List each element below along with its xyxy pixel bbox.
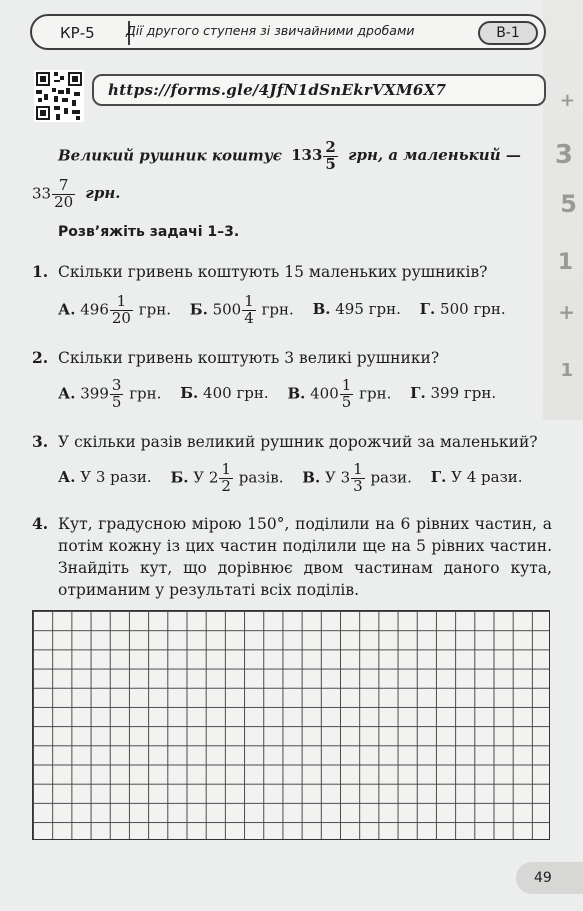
fraction-denominator: 2 bbox=[221, 476, 231, 495]
fraction-numerator: 1 bbox=[353, 460, 363, 478]
option-label: Б. bbox=[170, 468, 189, 487]
option-whole: 399 bbox=[80, 384, 109, 403]
question-3 bbox=[32, 432, 538, 451]
option-whole: У 2 bbox=[193, 468, 219, 487]
option-a[interactable] bbox=[58, 378, 161, 411]
option-fraction bbox=[351, 462, 365, 495]
option-text: У 4 рази. bbox=[451, 468, 523, 487]
small-price-fraction bbox=[52, 178, 75, 211]
question-text: Кут, градусною мірою 150°, поділили на 6 рівних частин, а потім кожну із цих частин поділили ще на 5 рівних частин. Знайдіть кут, що дорівнює двом частинам даного кута, отриманим у результаті всіх поділів. bbox=[58, 515, 552, 599]
intro-text-1: Великий рушник коштує bbox=[58, 146, 282, 165]
fraction-denominator: 3 bbox=[353, 476, 363, 495]
option-a[interactable] bbox=[58, 468, 152, 486]
option-label: Г. bbox=[419, 300, 436, 319]
option-text: 400 грн. bbox=[203, 384, 269, 403]
fraction-numerator: 7 bbox=[52, 178, 75, 195]
option-label: Б. bbox=[189, 300, 208, 319]
option-label: Г. bbox=[430, 468, 447, 487]
big-price-fraction bbox=[323, 140, 337, 173]
fraction-denominator: 5 bbox=[111, 392, 122, 411]
question-2 bbox=[32, 348, 439, 367]
intro-text-3: грн. bbox=[85, 184, 121, 203]
option-c[interactable] bbox=[287, 378, 391, 411]
form-link-box[interactable] bbox=[92, 74, 546, 106]
option-unit: грн. bbox=[359, 384, 392, 403]
question-text: Скільки гривень коштують 15 маленьких рушників? bbox=[58, 263, 488, 281]
answer-grid[interactable] bbox=[32, 610, 550, 840]
option-whole: У 3 bbox=[324, 468, 351, 487]
question-number: 1. bbox=[32, 262, 49, 281]
fraction-denominator: 5 bbox=[341, 392, 352, 411]
option-fraction bbox=[110, 378, 124, 411]
intro-text-2: грн, а маленький — bbox=[348, 146, 521, 165]
option-label: Г. bbox=[410, 384, 426, 403]
option-unit: грн. bbox=[261, 300, 294, 319]
option-whole: 400 bbox=[310, 384, 339, 403]
option-label: В. bbox=[287, 384, 306, 403]
option-label: А. bbox=[58, 468, 76, 487]
topic-title: Дії другого ступеня зі звичайними дробами bbox=[126, 23, 415, 38]
question-2-options bbox=[58, 378, 496, 411]
question-number: 2. bbox=[32, 348, 49, 367]
fraction-numerator: 2 bbox=[325, 138, 336, 156]
option-fraction bbox=[110, 294, 133, 327]
question-text: У скільки разів великий рушник дорожчий за маленький? bbox=[58, 433, 538, 451]
option-c[interactable] bbox=[302, 462, 412, 495]
fraction-denominator: 4 bbox=[244, 308, 254, 327]
option-text: 399 грн. bbox=[430, 384, 497, 403]
question-4 bbox=[32, 513, 552, 601]
fraction-denominator: 5 bbox=[325, 154, 336, 173]
question-number: 4. bbox=[32, 514, 49, 533]
fraction-numerator: 1 bbox=[221, 460, 231, 478]
option-whole: 500 bbox=[212, 300, 242, 319]
option-label: В. bbox=[312, 300, 331, 319]
option-label: А. bbox=[58, 384, 76, 403]
form-link[interactable]: https://forms.gle/4JfN1dSnEkrVXM6X7 bbox=[108, 81, 447, 99]
option-text: 500 грн. bbox=[440, 300, 506, 319]
small-price-whole: 33 bbox=[32, 184, 52, 203]
option-b[interactable] bbox=[180, 384, 268, 402]
option-b[interactable] bbox=[190, 294, 294, 327]
option-whole: 496 bbox=[80, 300, 109, 319]
qr-code-icon[interactable] bbox=[34, 70, 84, 122]
option-d[interactable] bbox=[410, 384, 496, 402]
fraction-denominator: 20 bbox=[54, 192, 74, 211]
big-price-whole: 133 bbox=[291, 146, 323, 165]
fraction-numerator: 1 bbox=[244, 292, 254, 310]
option-unit: рази. bbox=[370, 468, 412, 487]
question-number: 3. bbox=[32, 432, 49, 451]
option-label: Б. bbox=[180, 384, 199, 403]
option-unit: разів. bbox=[238, 468, 284, 487]
option-fraction bbox=[242, 294, 256, 327]
option-fraction bbox=[219, 462, 233, 495]
test-code: КР-5 bbox=[44, 21, 130, 45]
option-a[interactable] bbox=[58, 294, 171, 327]
fraction-denominator: 20 bbox=[111, 308, 131, 327]
option-d[interactable] bbox=[431, 468, 523, 486]
option-label: А. bbox=[58, 300, 76, 319]
fraction-numerator: 1 bbox=[110, 294, 133, 311]
margin-decoration: + 3 5 1 + 1 bbox=[543, 0, 583, 420]
instruction: Розв’яжіть задачі 1–3. bbox=[58, 224, 240, 240]
fraction-numerator: 1 bbox=[341, 376, 352, 394]
worksheet-header bbox=[30, 14, 546, 50]
option-unit: грн. bbox=[129, 384, 162, 403]
page-number: 49 bbox=[516, 862, 583, 894]
problem-intro bbox=[58, 140, 521, 173]
question-3-options bbox=[58, 462, 523, 495]
question-1 bbox=[32, 262, 487, 281]
variant-badge: В-1 bbox=[478, 21, 538, 45]
question-text: Скільки гривень коштують 3 великі рушники? bbox=[58, 349, 440, 367]
problem-intro-line2 bbox=[32, 178, 121, 211]
option-c[interactable] bbox=[313, 300, 401, 318]
option-b[interactable] bbox=[170, 462, 283, 495]
option-fraction bbox=[340, 378, 354, 411]
option-unit: грн. bbox=[138, 300, 171, 319]
fraction-numerator: 3 bbox=[111, 376, 122, 394]
question-1-options bbox=[58, 294, 506, 327]
option-text: У 3 рази. bbox=[80, 468, 152, 487]
option-label: В. bbox=[302, 468, 321, 487]
option-text: 495 грн. bbox=[335, 300, 401, 319]
option-d[interactable] bbox=[420, 300, 506, 318]
